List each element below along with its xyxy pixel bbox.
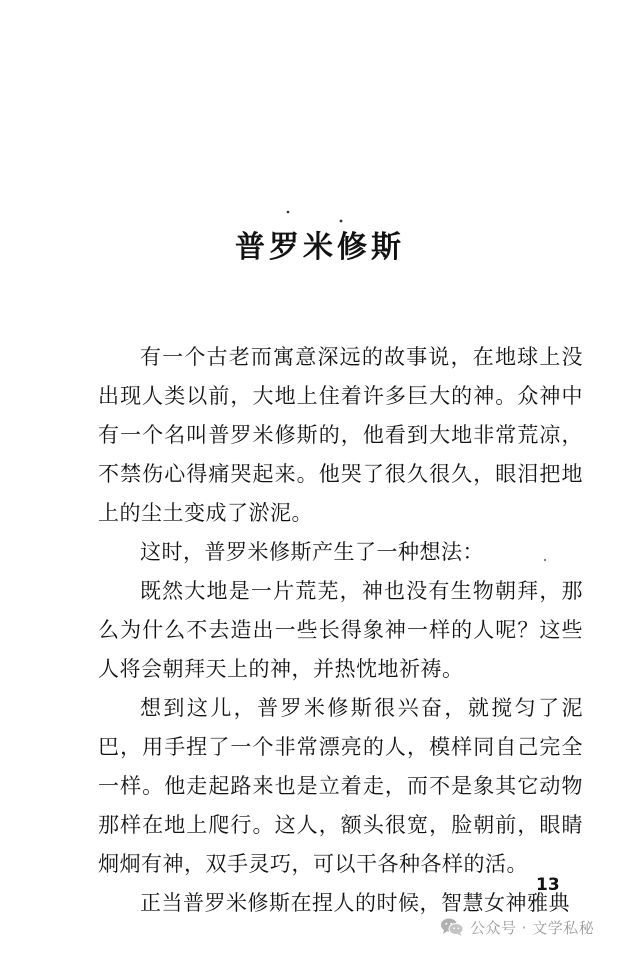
watermark-text: 公众号 · 文学私秘 [470, 918, 595, 937]
scan-speck [340, 220, 343, 223]
paragraph: 正当普罗米修斯在捏人的时候，智慧女神雅典 [140, 891, 570, 915]
page-number: 13 [536, 875, 560, 895]
watermark [440, 914, 594, 940]
paragraph: 想到这儿，普罗米修斯很兴奋，就搅匀了泥巴，用手捏了一个非常漂亮的人，模样同自己完全一样。他走起路来也是立着走，而不是象其它动物那样在地上爬行。这人，额头很宽，脸朝前，眼睛炯炯有神，双手灵巧，可以干各种各样的活。 [98, 696, 583, 876]
body-text [98, 338, 583, 923]
paragraph: 这时，普罗米修斯产生了一种想法： [140, 540, 484, 564]
scan-speck [287, 211, 290, 214]
paragraph: 既然大地是一片荒芜，神也没有生物朝拜，那么为什么不去造出一些长得象神一样的人呢？这些人将会朝拜天上的神，并热忱地祈祷。 [98, 579, 583, 681]
chapter-title: 普罗米修斯 [235, 230, 405, 265]
paragraph: 有一个古老而寓意深远的故事说，在地球上没出现人类以前，大地上住着许多巨大的神。众神中有一个名叫普罗米修斯的，他看到大地非常荒凉，不禁伤心得痛哭起来。他哭了很久很久，眼泪把地上的尘土变成了淤泥。 [98, 345, 583, 525]
wechat-icon [440, 917, 464, 937]
